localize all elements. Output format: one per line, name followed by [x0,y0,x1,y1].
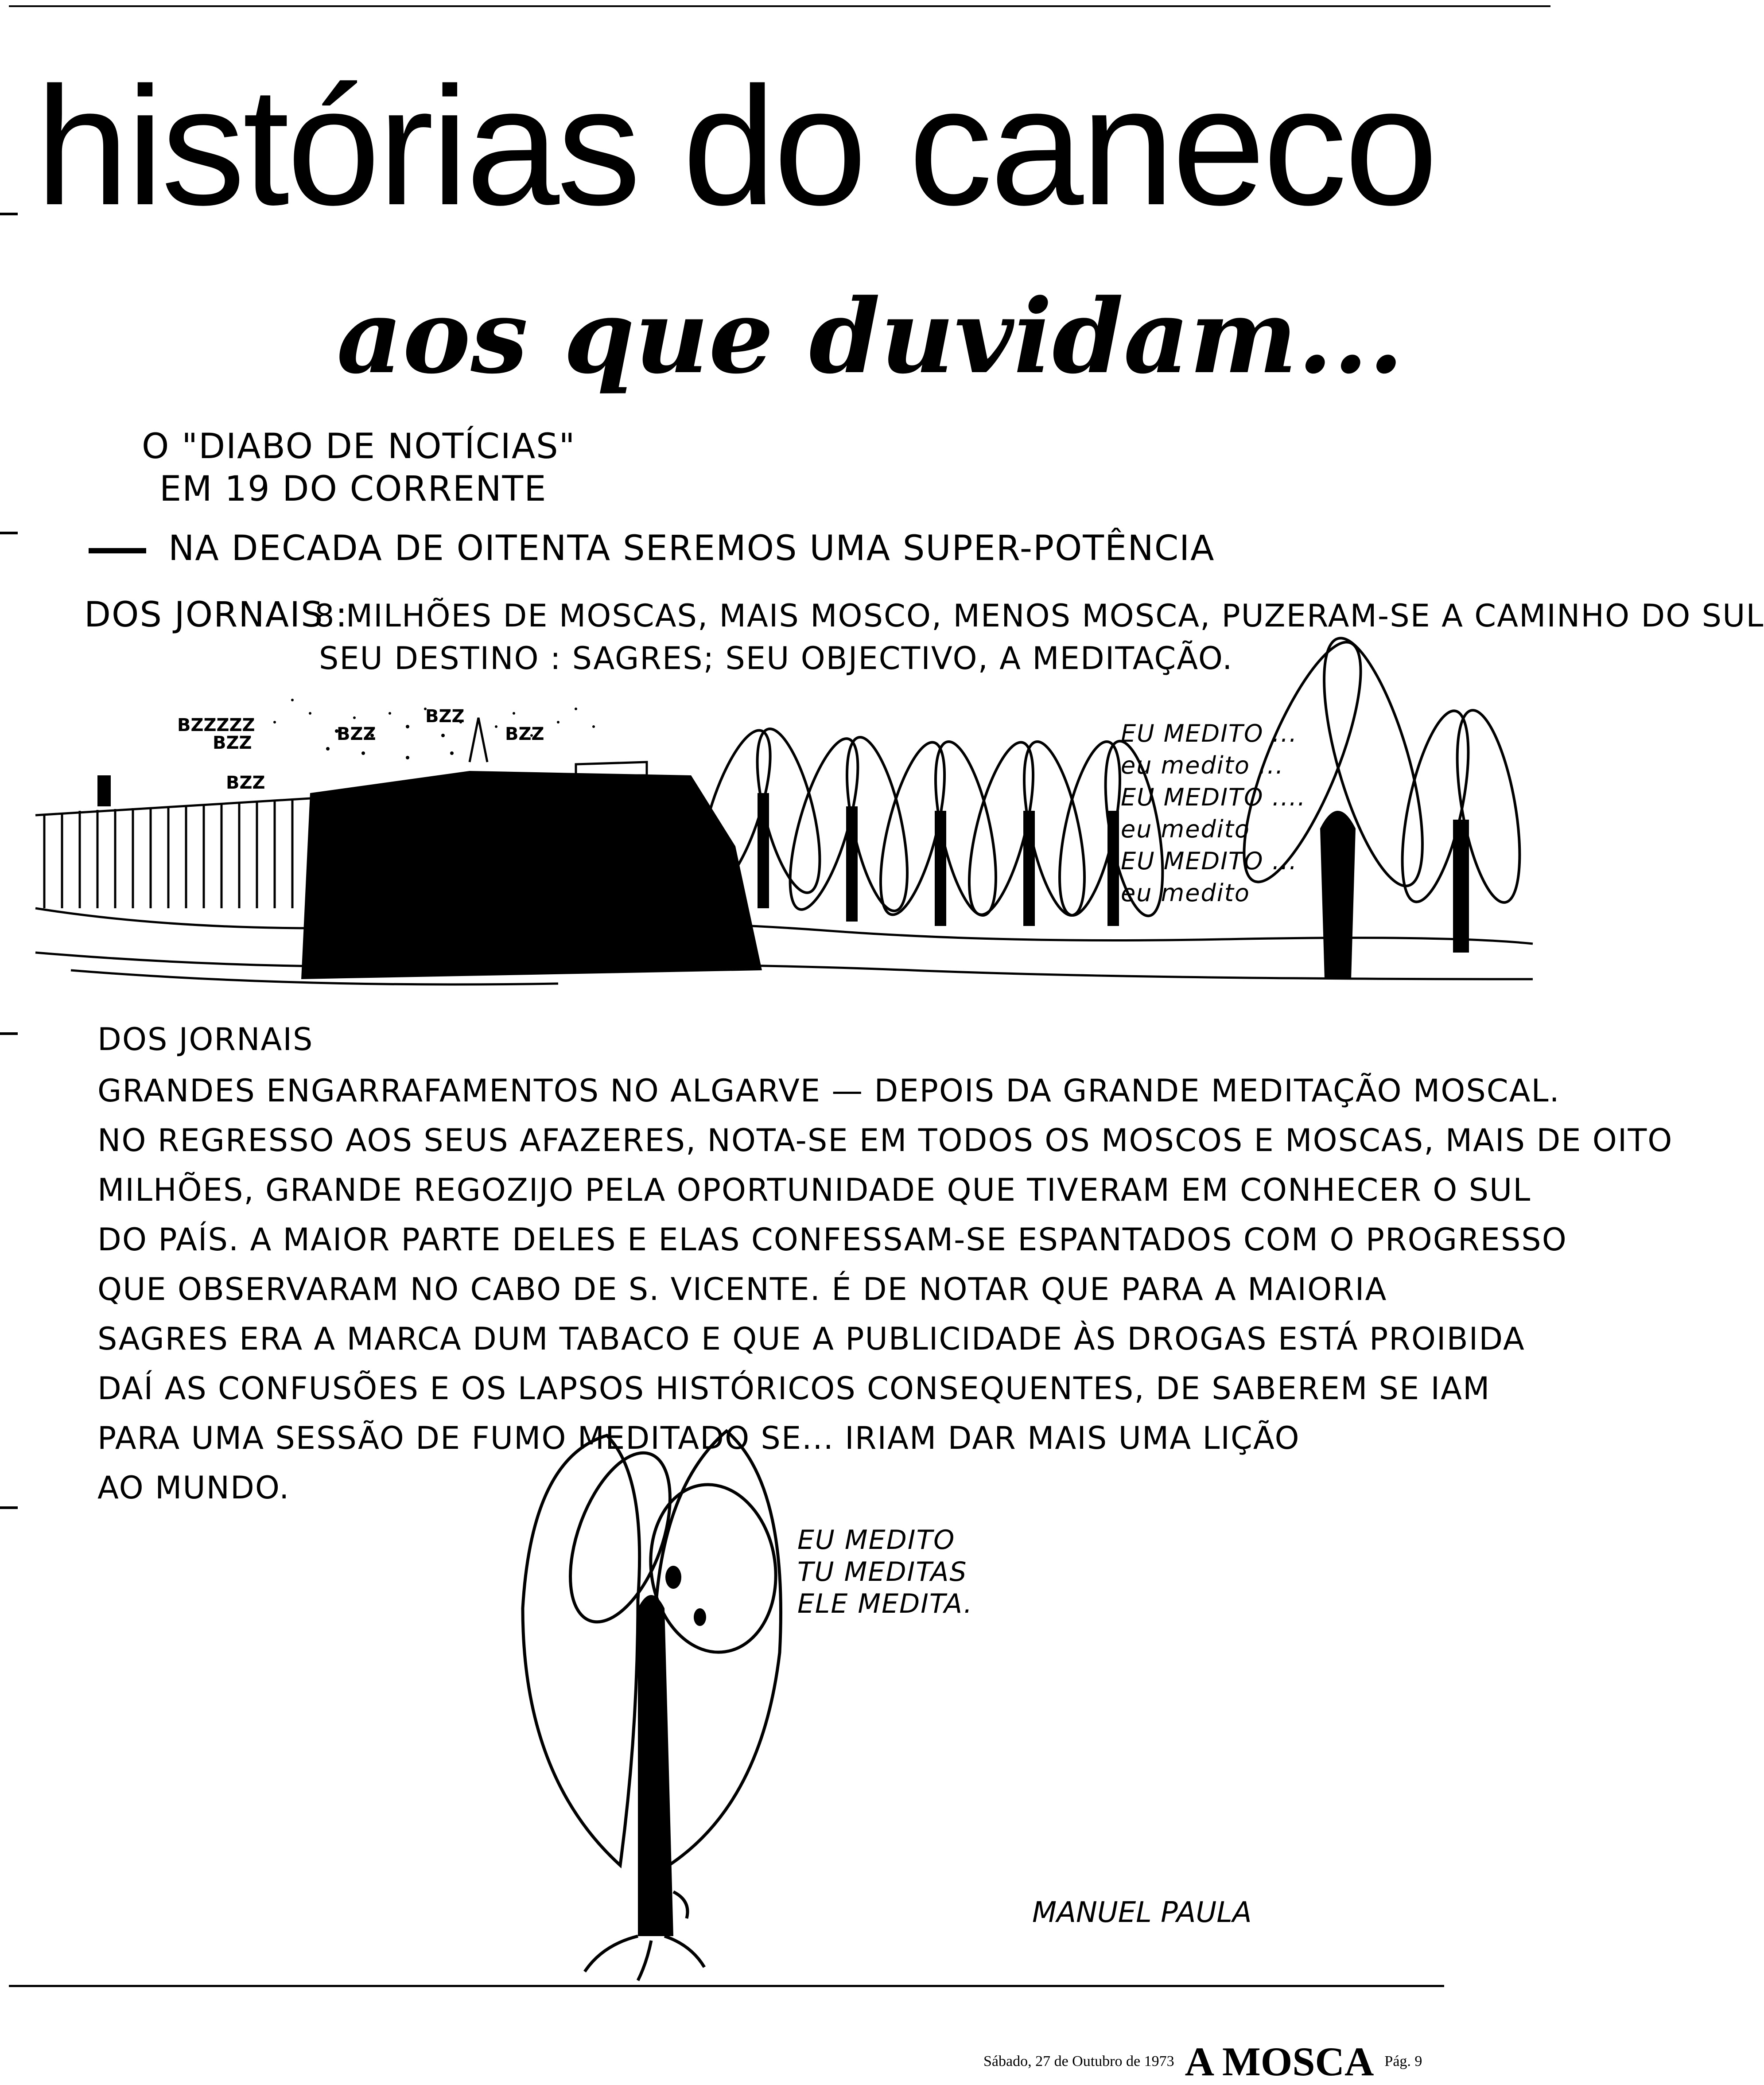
footer-newspaper-name: A MOSCA [1185,2039,1374,2084]
news-1-line-1: 8 MILHÕES DE MOSCAS, MAIS MOSCO, MENOS MOSCA, PUZERAM-SE A CAMINHO DO SUL [315,598,1764,634]
news-2-line: DO PAÍS. A MAIOR PARTE DELES E ELAS CONFESSAM-SE ESPANTADOS COM O PROGRESSO [97,1221,1567,1258]
news-2-line: SAGRES ERA A MARCA DUM TABACO E QUE A PUBLICIDADE ÀS DROGAS ESTÁ PROIBIDA [97,1321,1525,1357]
news-2-line: GRANDES ENGARRAFAMENTOS NO ALGARVE — DEPOIS DA GRANDE MEDITAÇÃO MOSCAL. [97,1073,1560,1109]
news-2-line: AO MUNDO. [97,1470,290,1506]
page-footer [983,2038,1422,2085]
footer-date: Sábado, 27 de Outubro de 1973 [983,2053,1174,2069]
svg-text:BZZ: BZZ [505,724,544,744]
fly-speech-bubble [797,1524,973,1620]
svg-text:BZZ: BZZ [425,706,465,727]
fly-bubble-line: ELE MEDITA. [797,1588,973,1619]
scene-speech-bubble [1121,718,1306,909]
news-2-line: MILHÕES, GRANDE REGOZIJO PELA OPORTUNIDADE QUE TIVERAM EM CONHECER O SUL [97,1172,1531,1208]
news-1-label: DOS JORNAIS : [84,595,348,635]
cliff-flies-illustration [27,660,1550,1046]
news-2-line: PARA UMA SESSÃO DE FUMO MEDITADO SE... IRIAM DAR MAIS UMA LIÇÃO [97,1420,1300,1456]
meditating-fly-illustration [505,1422,797,1989]
dash-mark [89,548,146,553]
scene-bubble-line: eu medito [1121,879,1250,907]
svg-text:BZZ: BZZ [226,773,265,793]
scene-bubble-line: EU MEDITO ... [1121,720,1298,747]
fly-bubble-line: EU MEDITO [797,1525,956,1556]
intro-block [142,425,576,510]
author-signature: MANUEL PAULA [1032,1896,1252,1929]
svg-text:BZZ: BZZ [337,724,376,744]
page-title: histórias do caneco [35,52,1436,240]
page-subtitle: aos que duvidam... [337,277,1404,397]
scene-bubble-line: eu medito ... [1121,751,1284,779]
scene-bubble-line: EU MEDITO ... [1121,847,1298,875]
intro-statement: NA DECADA DE OITENTA SEREMOS UMA SUPER-POTÊNCIA [168,529,1215,568]
intro-statement-line [89,527,1215,570]
news-2-label: DOS JORNAIS [97,1021,314,1058]
footer-page-number: Pág. 9 [1384,2053,1422,2069]
news-block-2 [97,1015,1673,1513]
intro-line-1: O "DIABO DE NOTÍCIAS" [142,427,576,467]
scene-bubble-line: eu medito [1121,815,1250,843]
svg-text:BZZZZZ: BZZZZZ [177,715,255,735]
news-1-line-2: SEU DESTINO : SAGRES; SEU OBJECTIVO, A MEDITAÇÃO. [319,640,1233,677]
intro-line-2: EM 19 DO CORRENTE [159,469,547,509]
top-rule [9,5,1550,7]
svg-text:BZZ: BZZ [213,733,252,753]
scene-bubble-line: EU MEDITO .... [1121,783,1306,811]
news-2-line: QUE OBSERVARAM NO CABO DE S. VICENTE. É DE NOTAR QUE PARA A MAIORIA [97,1271,1387,1307]
fly-bubble-line: TU MEDITAS [797,1556,967,1587]
news-2-line: DAÍ AS CONFUSÕES E OS LAPSOS HISTÓRICOS CONSEQUENTES, DE SABEREM SE IAM [97,1370,1491,1407]
bottom-rule [9,1985,1444,1987]
news-2-line: NO REGRESSO AOS SEUS AFAZERES, NOTA-SE EM TODOS OS MOSCOS E MOSCAS, MAIS DE OITO [97,1122,1673,1159]
